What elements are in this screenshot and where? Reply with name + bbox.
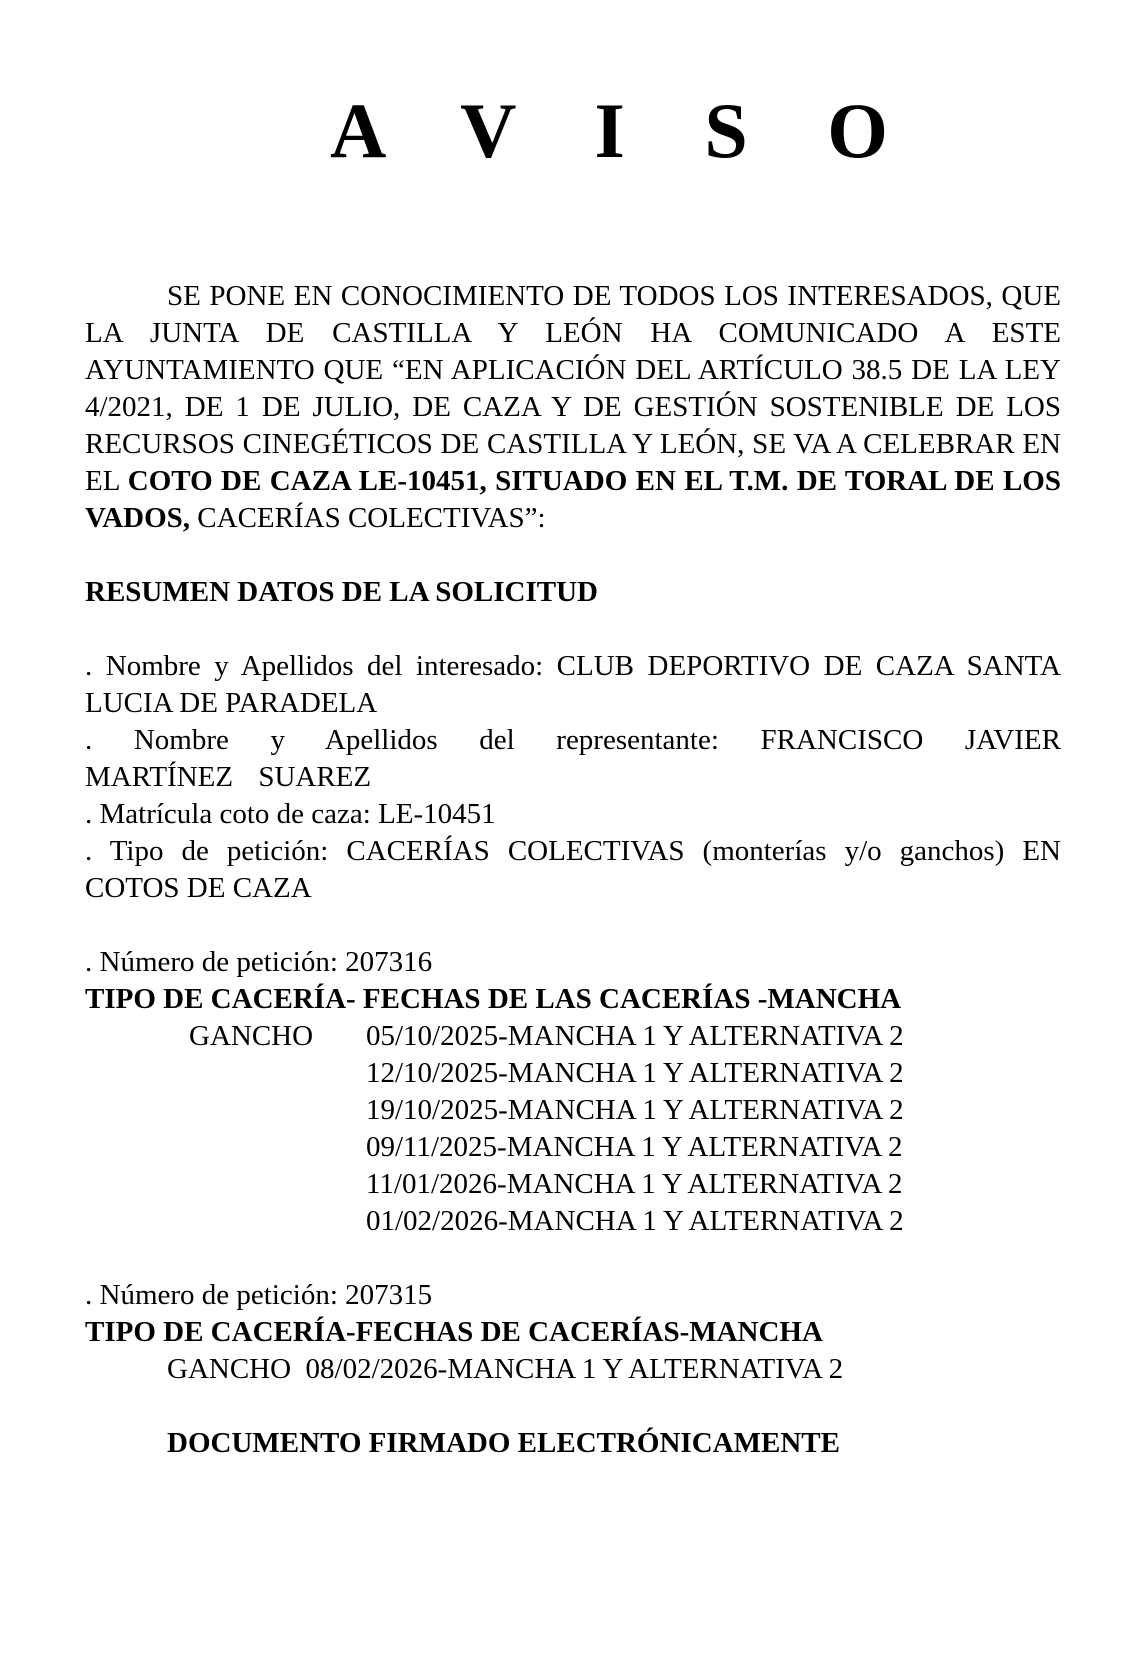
petition-row xyxy=(85,1018,1061,1240)
intro-bold-text: COTO DE CAZA LE-10451, SITUADO EN EL T.M. DE TORAL DE LOS VADOS, xyxy=(85,465,1061,534)
petition-number: . Número de petición: 207316 xyxy=(85,946,433,978)
petition-header: TIPO DE CACERÍA-FECHAS DE CACERÍAS-MANCHA xyxy=(85,1316,823,1348)
date-item: 11/01/2026-MANCHA 1 Y ALTERNATIVA 2 xyxy=(366,1168,903,1200)
date-item: 05/10/2025-MANCHA 1 Y ALTERNATIVA 2 xyxy=(366,1020,904,1052)
petition-number: . Número de petición: 207315 xyxy=(85,1279,433,1311)
date-item: 01/02/2026-MANCHA 1 Y ALTERNATIVA 2 xyxy=(366,1205,904,1237)
date-item: 12/10/2025-MANCHA 1 Y ALTERNATIVA 2 xyxy=(366,1057,904,1089)
petition-header: TIPO DE CACERÍA- FECHAS DE LAS CACERÍAS -MANCHA xyxy=(85,983,902,1015)
summary-heading: RESUMEN DATOS DE LA SOLICITUD xyxy=(85,576,598,608)
summary-matricula: . Matrícula coto de caza: LE-10451 xyxy=(85,798,496,830)
intro-text: SE PONE EN CONOCIMIENTO DE TODOS LOS INTERESADOS, QUE LA JUNTA DE CASTILLA Y LEÓN HA COMUNICADO A ESTE AYUNTAMIENTO QUE “EN APLICACIÓN DEL ARTÍCULO 38.5 DE LA LEY 4/2021, DE 1 DE JULIO, DE CAZA Y DE GESTIÓN SOSTENIBLE DE LOS RECURSOS CINEGÉTICOS DE CASTILLA Y LEÓN, SE VA A CELEBRAR EN EL xyxy=(85,280,1061,497)
summary-tipo: . Tipo de petición: CACERÍAS COLECTIVAS (monterías y/o ganchos) EN COTOS DE CAZA xyxy=(85,835,1061,904)
intro-text-end: CACERÍAS COLECTIVAS”: xyxy=(190,502,546,534)
petition-line: GANCHO 08/02/2026-MANCHA 1 Y ALTERNATIVA 2 xyxy=(167,1353,844,1385)
document-body xyxy=(85,278,1061,1462)
summary-representante: . Nombre y Apellidos del representante: FRANCISCO JAVIER MARTÍNEZ SUAREZ xyxy=(85,724,1061,793)
summary-interesado: . Nombre y Apellidos del interesado: CLUB DEPORTIVO DE CAZA SANTA LUCIA DE PARADELA xyxy=(85,650,1061,719)
document-title: A V I S O xyxy=(330,87,918,174)
petition-type: GANCHO xyxy=(189,1020,314,1052)
date-item: 09/11/2025-MANCHA 1 Y ALTERNATIVA 2 xyxy=(366,1131,903,1163)
date-item: 19/10/2025-MANCHA 1 Y ALTERNATIVA 2 xyxy=(366,1094,904,1126)
intro-paragraph xyxy=(85,278,1061,537)
petition-dates xyxy=(366,1018,904,1240)
signature-note: DOCUMENTO FIRMADO ELECTRÓNICAMENTE xyxy=(167,1427,840,1459)
